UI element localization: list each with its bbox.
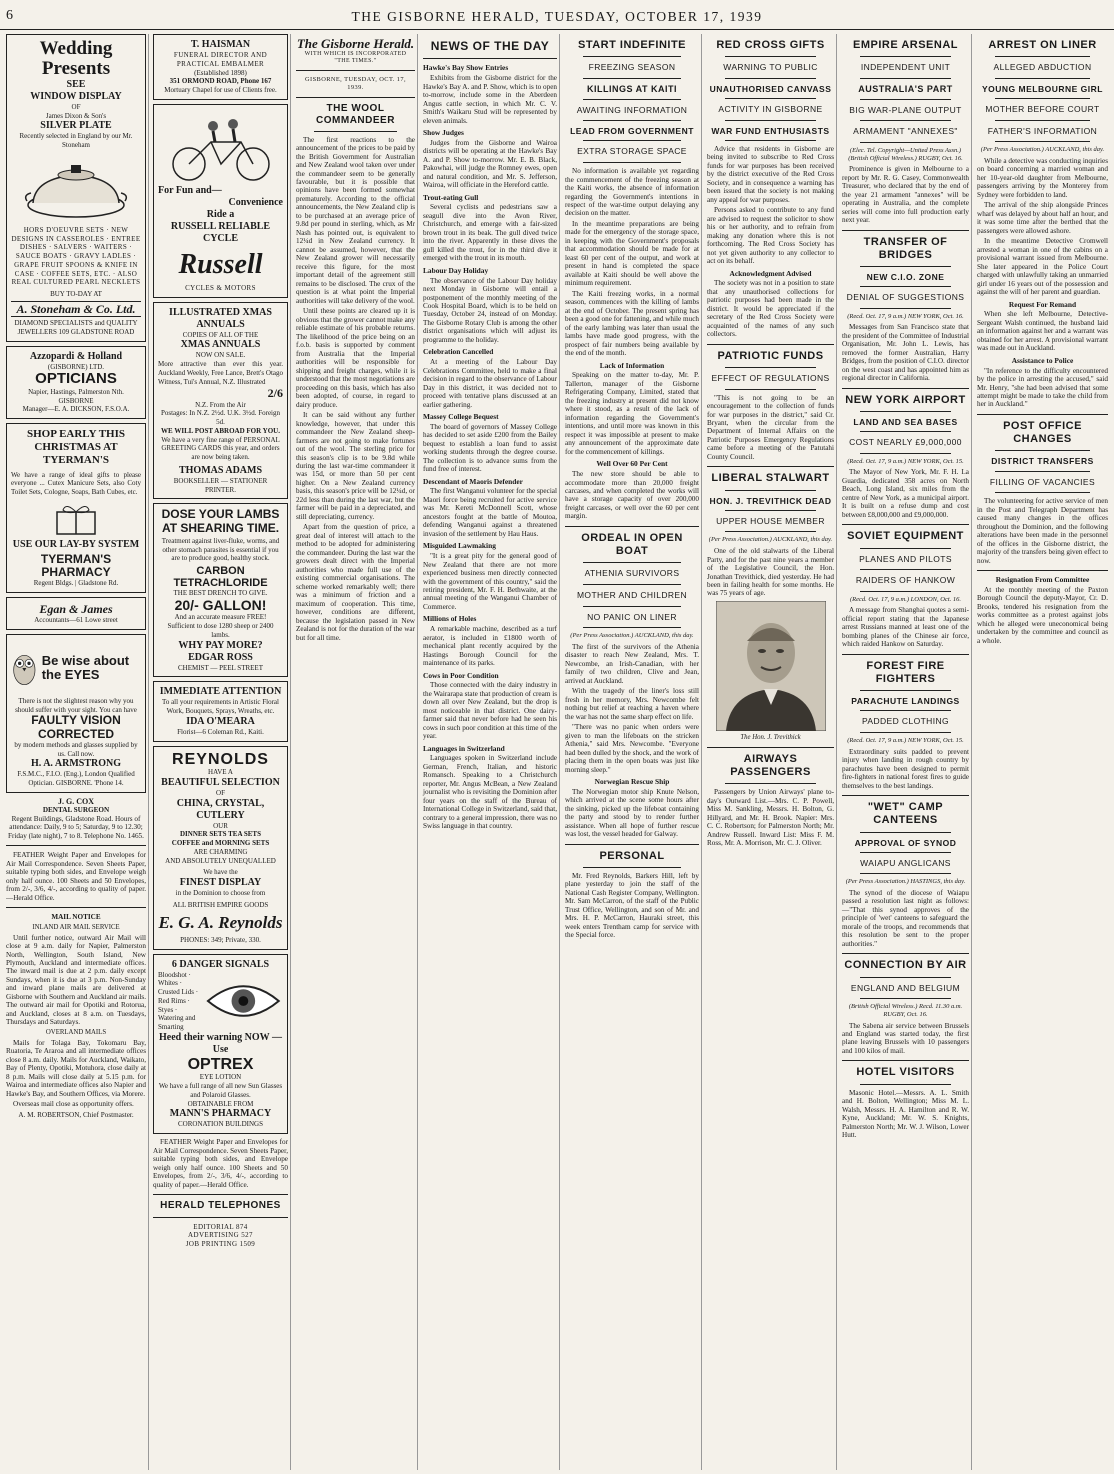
xmas-annuals-ad: ILLUSTRATED XMAS ANNUALS COPIES OF ALL OF THE XMAS ANNUALS NOW ON SALE. More attractive than ever this year. Auckland Weekly, Free Lance, Brett's Otago Witness, Tui's Annual, N.Z. Illustrated 2/6 N.Z. From the Air Postages: In N.Z. 2½d. U.K. 3½d. Foreign 5d. WE WILL POST ABROAD FOR YOU. We have a very fine range of PERSONAL GREETING CARDS this year, and orders are now being taken. THOMAS ADAMS BOOKSELLER — STATIONER PRINTER. [153, 302, 288, 500]
news-item: Labour Day Holiday The observance of the Labour Day holiday next Monday in Gisborne will entail a postponement of the monthly meeting of the Cook Hospital Board, which is to be held on Tuesday, October 24, instead of on Monday. The Gisborne Rotary Club is among the other district organisations which will adjust its programme to the holiday. [423, 265, 557, 344]
article-resignation: Resignation From Committee At the monthly meeting of the Paxton Borough Council the deputy-Mayor, Cr. D. Brooks, tendered his resignation from the works committee as a protest against jobs which he alleged were uneconomical being undertaken by the committee and council as a whole. [977, 575, 1108, 645]
feather-paper-notice: FEATHER Weight Paper and Envelopes for Air Mail Correspondence. Seven Sheets Paper, suitable typing both sides, and Envelope weigh only half ounce. 100 Sheets and 50 Envelopes, from 2/-, 3/6, 4/-, according to quality of paper.—Herald Office. [6, 851, 146, 902]
article-soviet-equipment: SOVIET EQUIPMENT PLANES AND PILOTS RAIDERS OF HANKOW (Recd. Oct. 17, 9 a.m.) LONDON, Oct. 16. A message from Shanghai quotes a semi-official report stating that the Japanese arrest Russians manned at least one of the bombing planes of the Chinese air force, which raided Hankow on Saturday. [842, 530, 969, 649]
armstrong-eyes-ad: Be wise about the EYES There is not the slightest reason why you should suffer with your sight. You can have FAULTY VISION CORRECTED by modern methods and glasses supplied by us. Call now. H. A. ARMSTRONG F.S.M.C., F.I.O. (Eng.), London Qualified Optician. GISBORNE. 'Phone 14. [6, 634, 146, 793]
article-arrest-on-liner: ARREST ON LINER ALLEGED ABDUCTION YOUNG MELBOURNE GIRL MOTHER BEFORE COURT FATHER'S INFORMATION (Per Press Association.) AUCKLAND, this day. While a detective was conducting inquiries on board concerning a married woman and her 10-year-old daughter from Melbourne, passengers arriving by the Monterey from Sydney were forbidden to land. The arrival of the ship alongside Princes wharf was delayed by about half an hour, and it was some time after the berthed that the passengers were allowed ashore. In the meantime Detective Cromwell arrested a woman in one of the cabins on a provisional warrant issued from Melbourne. She later appeared in the Police Court charged with unlawfully taking an unmarried girl under 16 years out of the possession and against the will of her parent and guardian. Request For Remand When she left Melbourne, Detective-Sergeant Walsh continued, the husband laid an information against her and a warrant was obtained for her arrest. A provisional warrant was made out in Auckland. Assistance to Police "In reference to the difficulty encountered by the police in arresting the accused," said Mr. Henry, "she had been advised that some attempt might be made to take the child from her in Auckland." [977, 39, 1108, 409]
column-1-ads [6, 34, 146, 1470]
column-3-editorial: The Gisborne Herald. WITH WHICH IS INCORPORATED "THE TIMES." GISBORNE, TUESDAY, OCT. 17, 1939. THE WOOL COMMANDEER The first reactions to the announcement of the prices to be paid by the British Government for Australian and New Zealand wool taken over under the commandeer seem to be generally favourable, but it is possible that opinions have been formed somewhat prematurely. According to the official announcements, the New Zealand clip is to be purchased at an average price of 9.8d per pound in sterling, which, as Mr Nash has pointed out, is equivalent to 12¼d in New Zealand currency. It cannot be assumed, however, that the New Zealand grower will necessarily receive this figure, for the most important detail of the agreement still remains to be disclosed. The crux of the question is at what point the Imperial authorities will take delivery of the wool. Until these points are cleared up it is obvious that the grower cannot make any reliable estimate of his probable returns. The likelihood of the price being on an f.o.b. basis is supported by comment from Australia that the Imperial authorities will be responsible for shipping and freight charges, while it is understood that the most negotiations are proceeding on this basis, which has also been adopted, of course, in regard to dairy produce. It can be said without any further knowledge, however, that under this commandeer the New Zealand sheep-farmers are not going to make fortunes out of the wool. The sterling price for this season's clip is to be 9.8d while during the last war-time commandeer it was 15d, or more than 50 per cent higher. On a New Zealand currency basis, this season's price will be 12¼d, or 22d less than during the last war, but the farmer will be paid in a depreciated, and still depreciating, currency. Apart from the question of price, a great deal of interest will attach to the method to be adopted for administering the commandeer. During the last war the growers dealt direct with the Imperial authorities who made full use of the existing commercial organisations. The scheme worked remarkably well; there was a minimum of friction and a maximum of cooperation. This time, however, conditions are different, because the legislation passed in New Zealand is not for the duration of the war but for all time. [290, 34, 415, 1470]
eye-icon [204, 976, 283, 1026]
article-airways-passengers: AIRWAYS PASSENGERS Passengers by Union Airways' plane to-day's Outward List.—Mrs. C. P. Powell, Miss M. Sankling, Messrs. H. Bolton, G. Hillyard, and Mr. H. Brook. Napier: Mrs. C. C. Robertson; for Palmerston North; Mr. Andrew Russell. Inward List: Miss F. M. Ross, Mr. A. Morrison, Mr. C. J. Oliver. [707, 752, 834, 848]
article-hotel-visitors: HOTEL VISITORS Masonic Hotel.—Messrs. A. L. Smith and H. Bolton, Wellington; Miss M. L. Walsh, Messrs. H. A. Hamilton and R. W. Kyne, Auckland; Mr. W. S. Knights, Palmerston North; Mr. W. J. Wilson, Lower Hutt. [842, 1066, 969, 1140]
bicycle-riders-illustration [161, 112, 281, 182]
article-transfer-of-bridges: TRANSFER OF BRIDGES NEW C.I.O. ZONE DENIAL OF SUGGESTIONS (Recd. Oct. 17, 9 a.m.) NEW YORK, Oct. 16. Messages from San Francisco state that the president of the Committee of Industrial Organisation, Mr. John L. Lewis, has removed the former Australian, Harry Bridges, from the position of C.I.O. director on the west coast and has appointed him as regional director in California. [842, 235, 969, 383]
tyermans-christmas-ad: SHOP EARLY THIS CHRISTMAS AT TYERMAN'S We have a range of ideal gifts to please everyone ... Cutex Manicure Sets, also Coty Toilet Sets, Cologne, Soaps, Bath Cubes, etc. USE OUR LAY-BY SYSTEM TYERMAN'S PHARMACY Regent Bldgs. | Gladstone Rd. [6, 423, 146, 593]
trevithick-portrait [716, 601, 826, 731]
silver-dish-illustration [21, 153, 131, 223]
article-connection-by-air: CONNECTION BY AIR ENGLAND AND BELGIUM (British Official Wireless.) Recd. 11.30 a.m. RUGBY, Oct. 16. The Sabena air service between Brussels and England was started today, the first plane leaving Brussels with 10 passengers and 100 kilos of mail. [842, 959, 969, 1055]
herald-telephones: HERALD TELEPHONES EDITORIAL 874 ADVERTISING 527 JOB PRINTING 1509 [153, 1200, 288, 1248]
reynolds-china-ad: REYNOLDS HAVE A BEAUTIFUL SELECTION OF CHINA, CRYSTAL, CUTLERY OUR DINNER SETS TEA SETS COFFEE and MORNING SETS ARE CHARMING AND ABSOLUTELY UNEQUALLED We have the FINEST DISPLAY in the Dominion to choose from ALL BRITISH EMPIRE GOODS E. G. A. Reynolds PHONES: 349; Private, 330. [153, 746, 288, 950]
editorial-masthead: The Gisborne Herald. [296, 36, 415, 51]
news-item: Hawke's Bay Show Entries Exhibits from the Gisborne district for the Hawke's Bay A. and P. Show, which is to open to-morrow, include some in the Aberdeen Angus cattle section, in which Mr. C. V. Smith's Waikaru Stud will be represented by eleven animals. [423, 63, 557, 125]
column-8 [971, 34, 1108, 1470]
article-red-cross: RED CROSS GIFTS WARNING TO PUBLIC UNAUTHORISED CANVASS ACTIVITY IN GISBORNE WAR FUND ENTHUSIASTS Advice that residents in Gisborne are being invited to subscribe to Red Cross funds for war purposes has been received by the district executive of the Red Cross Society, and in consequence a warning has been issued that the society is not making any appeal for war purposes. Persons asked to contribute to any fund are advised to request the solicitor to show his or her authority, and to refrain from making any donation where this is not forthcoming. The Red Cross Society has not yet given authority to any collector to act on its behalf. Acknowledgment Advised The society was not in a position to state that any unauthorised collections for patriotic purposes had been made in the district. It would be appreciated if the secretary of the Red Cross Society were acquainted of the names of any such collectors. [707, 39, 834, 339]
russell-cycle-ad: For Fun and— Convenience Ride a RUSSELL RELIABLE CYCLE Russell CYCLES & MOTORS [153, 104, 288, 298]
edgar-ross-lambs-ad: DOSE YOUR LAMBS AT SHEARING TIME. Treatment against liver-fluke, worms, and other stomach parasites is essential if you are to produce good, healthy stock. CARBON TETRACHLORIDE THE BEST DRENCH TO GIVE. 20/- GALLON! And an accurate measure FREE! Sufficient to dose 1280 sheep or 2400 lambs. WHY PAY MORE? EDGAR ROSS CHEMIST — PEEL STREET [153, 503, 288, 677]
article-liberal-stalwart: LIBERAL STALWART HON. J. TREVITHICK DEAD UPPER HOUSE MEMBER (Per Press Association.) AUCKLAND, this day. One of the old stalwarts of the Liberal Party, and for the past nine years a member of the Legislative Council, the Hon. Jonathan Trevithick, died yesterday. He had been in failing health for some months. He was 75 years of age. The Hon. J. Trevithick [707, 472, 834, 741]
article-forest-fire-fighters: FOREST FIRE FIGHTERS PARACHUTE LANDINGS PADDED CLOTHING (Recd. Oct. 17, 9 a.m.) NEW YORK, Oct. 15. Extraordinary suits padded to prevent injury when landing in rough country by parachutes have been designed to permit fire-fighters in national forest fires to guide themselves to the best landings. [842, 659, 969, 790]
column-2-ads [148, 34, 288, 1470]
optrex-eye-lotion-ad: 6 DANGER SIGNALS Bloodshot · Whites · Crusted Lids · Red Rims · Styes · Watering and Smarting Heed their warning NOW — Use OPTREX EYE LOTION We have a full range of all new Sun Glasses and Polaroid Glasses. OBTAINABLE FROM MANN'S PHARMACY CORONATION BUILDINGS [153, 954, 288, 1135]
column-6 [701, 34, 834, 1470]
haisman-funeral-ad: T. HAISMAN FUNERAL DIRECTOR AND PRACTICAL EMBALMER (Established 1898) 351 ORMOND ROAD, Phone 167 Mortuary Chapel for use of Clients free. [153, 34, 288, 100]
news-item: Trout-eating Gull Several cyclists and pedestrians saw a seagull dive into the Avon River, Christchurch, and emerge with a fair-sized brown trout in its beak. The gull dived twice into the river. Apparently in these dives the gull killed the trout, for in the third dive it emerged with the trout in its mouth. [423, 192, 557, 263]
column-5 [559, 34, 699, 1470]
mail-notice: MAIL NOTICE INLAND AIR MAIL SERVICE Until further notice, outward Air Mail will close at 9 a.m. daily for Napier, Palmerston North, Wellington, South Island, New Plymouth, Auckland and intermediate offices. The inward mail is due at 2 p.m. daily except Sundays, when it is due at 3 p.m. Non-Sunday and inward plane mails are delivered at Gisborne with Southern and Auckland air mails. The outward air mail for Opotiki and Rotorua, and Auckland, closes at 8 a.m. on Tuesdays, Thursdays and Saturdays. OVERLAND MAILS Mails for Tolaga Bay, Tokomaru Bay, Ruatoria, Te Araroa and all intermediate offices close 8 a.m. daily. Mails for Auckland, Waikato, Bay of Plenty, Opotiki, Motuhora, close daily at 8 p.m. Mails will close daily at 5.15 p.m. for Wairoa and intermediate offices also Napier and Hawke's Bay, and Southern Offices, via Morere. Overseas mail close as opportunity offers. A. M. ROBERTSON, Chief Postmaster. [6, 913, 146, 1119]
owl-icon [11, 639, 38, 697]
news-item: Descendant of Maoris Defender The first Wanganui volunteer for the special Maori force being recruited for active service was Mr. Kereti McDonnell Scott, whose ancestors fought at the battle of Moutoa, defending Wanganui against a threatened invasion of the settlement by Hau Haus. [423, 476, 557, 538]
reynolds-logo: E. G. A. Reynolds [158, 912, 283, 932]
news-item: Show Judges Judges from the Gisborne and Wairoa districts will be operating at the Hawke's Bay A. and P. Show to-morrow. Mr. E. B. Black, Pakowhai, will judge the Romney ewes, open and natural condition, and Mr. S. Jefferson, Wairoa, will officiate in the Hereford cattle. [423, 128, 557, 190]
page-masthead [0, 0, 1114, 30]
dentist-notice: J. G. COX DENTAL SURGEON Regent Buildings, Gladstone Road. Hours of attendance: Daily, 9 to 5; Saturday, 9 to 12.30; Friday (late night), 7 to 8. Telephone No. 1465. [8, 796, 144, 840]
news-item: Cows in Poor Condition Those connected with the dairy industry in the Wairarapa state that production of cream is down all over New Zealand, but the drop is most noticeable in that district. One dairy-farmer said that never before had he seen his cows in such poor condition at this time of the year. [423, 670, 557, 741]
gift-box-icon [51, 500, 101, 536]
news-item: Millions of Holes A remarkable machine, described as a turf aerator, is included in £1800 worth of mechanical plant recently acquired by the Hastings Borough Council for the maintenance of its parks. [423, 614, 557, 668]
news-item: Celebration Cancelled At a meeting of the Labour Day Celebrations Committee, held to make a final decision in regard to the observance of Labour Day in this district, it was decided not to proceed with tentative plans discussed at an earlier gathering. [423, 347, 557, 409]
news-item: Misguided Lawmaking "It is a great pity for the general good of New Zealand that there are not more experienced business men directly connected with the government of this country," said the retiring president, Mr. F. H. Bethwaite, at the annual meeting of the Wanganui Chamber of Commerce. [423, 541, 557, 611]
omeara-florist-ad: IMMEDIATE ATTENTION To all your requirements in Artistic Floral Work, Bouquets, Sprays, Wreaths, etc. IDA O'MEARA Florist—6 Coleman Rd., Kaiti. [153, 681, 288, 741]
article-athenia-survivors: ORDEAL IN OPEN BOAT ATHENIA SURVIVORS MOTHER AND CHILDREN NO PANIC ON LINER (Per Press Association.) AUCKLAND, this day. The first of the survivors of the Athenia disaster to reach New Zealand, Mrs. T. Newcombe, an Irish-Canadian, with her family of two children, Clive and Jean, arrived at Auckland. With the tragedy of the liner's loss still fresh in her memory, Mrs. Newcombe felt nothing but relief at reaching a haven where the war has not the same sharp effect on life. "There was no panic when orders were given to man the lifeboats on the stricken Athenia," said Mrs. Newcombe. "Everyone had been dulled by the shock, and the work of placing them in the open boats was just like morning sleep." Norwegian Rescue Ship The Norwegian motor ship Knute Nelson, which arrived at the scene some hours after the sinking, picked up the lifeboat containing the party and stood by to render further assistance. When all hope of further rescue was lost, the vessel headed for Galway. [565, 531, 699, 839]
russell-logo: Russell [178, 248, 263, 280]
newspaper-title: THE GISBORNE HERALD, TUESDAY, OCTOBER 17, 1939 [351, 9, 763, 24]
news-of-day-title: NEWS OF THE DAY [430, 39, 550, 53]
article-personal: PERSONAL Mr. Fred Reynolds, Barkers Hill, left by plane yesterday to join the staff of the National Cash Register Company, Wellington. Mr. Sam McCarron, of the staff of the Public Trust Office, Wellington, and son of Mr. and Mrs. H. P. McCarron, Hauraki street, this week enters Trentham camp for service with the Special force. [565, 849, 699, 940]
article-patriotic-funds: PATRIOTIC FUNDS EFFECT OF REGULATIONS "This is not going to be an encouragement to the collection of funds for war purposes in the district," said Cr. Bryant, when the circular from the Department of Internal Affairs on the Patriotic Purposes Emergency Regulations came before a meeting of the Patutahi County Council. [707, 349, 834, 461]
article-wet-camp-canteens: "WET" CAMP CANTEENS APPROVAL OF SYNOD WAIAPU ANGLICANS (Per Press Association.) HASTINGS, this day. The synod of the diocese of Waiapu passed a resolution last night as follows:—"That this synod approves of the principle of 'wet' canteens to safeguard the morale of the troops, and recommends that this resolution be sent to the proper authorities." [842, 801, 969, 948]
egan-james-ad: Egan & James Accountants—61 Lowe street [6, 597, 146, 630]
wedding-presents-ad: Wedding Presents SEE WINDOW DISPLAY OF James Dixon & Son's SILVER PLATE Recently selected in England by our Mr. Stoneham HORS D'OEUVRE SETS · NEW DESIGNS IN CASSEROLES · ENTREE DISHES · SALVERS · WAITERS · SAUCE BOATS · GRAVY LADLES · GRAPE FRUIT SPOONS & KNIFE IN CASE · COFFEE SETS, ETC. · ALSO REAL CULTURED PEARL NECKLETS BUY TO-DAY AT A. Stoneham & Co. Ltd. DIAMOND SPECIALISTS and QUALITY JEWELLERS 109 GLADSTONE ROAD [6, 34, 146, 342]
article-post-office-changes: POST OFFICE CHANGES DISTRICT TRANSFERS FILLING OF VACANCIES The volunteering for active service of men in the Post and Telegraph Department has caused many changes in the offices throughout the Dominion, and the following alterations have been made in the personnel of the offices in the Gisborne district, the majority of the transfers being given effect to now. [977, 419, 1108, 565]
news-item: Massey College Bequest The board of governors of Massey College has decided to set aside £200 from the Bailey bequest to establish a loan fund to assist working students through the degree course. The collection is to advance sums from the fund free of interest. [423, 412, 557, 474]
ad-headline: Wedding Presents [39, 38, 113, 79]
news-item: Languages in Switzerland Languages spoken in Switzerland include German, French, Italian, and historic Romansch. Speaking to a Christchurch reporter, Mr. Angus McBean, a New Zealand journalist who is revisiting the Dominion after four years on the staff of the Bureau of International College in Switzerland, said that, contrary to a general impression, there was no Swiss language in that country. [423, 743, 557, 831]
stoneham-brand: A. Stoneham & Co. Ltd. [11, 301, 141, 317]
column-7 [836, 34, 969, 1470]
feather-paper-notice-2: FEATHER Weight Paper and Envelopes for Air Mail Correspondence. Seven Sheets Paper, suitable typing both sides, and Envelope weigh only half ounce. 100 Sheets and 50 Envelopes, from 2/-, 3/6, 4/-, according to quality of paper.—Herald Office. [153, 1138, 288, 1189]
page-number: 6 [6, 8, 13, 23]
article-new-york-airport: NEW YORK AIRPORT LAND AND SEA BASES COST NEARLY £9,000,000 (Recd. Oct. 17, 9 a.m.) NEW YORK, Oct. 15. The Mayor of New York, Mr. F. H. La Guardia, dedicated 358 acres on North Beach, Long Island, six miles from the centre of New York, as a municipal airport. It is built on a refuse dump and cost between £8,000,000 and £9,000,000. [842, 393, 969, 519]
opticians-ad: Azzopardi & Holland (GISBORNE) LTD. OPTICIANS Napier, Hastings, Palmerston Nth. GISBORNE Manager—E. A. DICKSON, F.S.O.A. [6, 346, 146, 420]
column-4-news-of-day [417, 34, 557, 1470]
article-empire-arsenal: EMPIRE ARSENAL INDEPENDENT UNIT AUSTRALIA'S PART BIG WAR-PLANE OUTPUT ARMAMENT "ANNEXES" (Elec. Tel. Copyright—United Press Assn.) (British Official Wireless.) RUGBY, Oct. 16. Prominence is given in Melbourne to a report by Mr. R. G. Casey, Commonwealth Treasurer, who declared that by the end of the year 21 armament "annexes" will be operating in Australia, and the complete series will come into full production early next year. [842, 39, 969, 225]
article-freezing-season: START INDEFINITE FREEZING SEASON KILLINGS AT KAITI AWAITING INFORMATION LEAD FROM GOVERNMENT EXTRA STORAGE SPACE No information is available yet regarding the commencement of the freezing season at the Kaiti works, the absence of information regarding the Government's intentions in respect of the war-time output delaying any decision on the matter. In the meantime preparations are being made for the emergency of the storage space, in keeping with the Government's proposals that accommodation should be made for at least 60 per cent of the output, and work at present in hand is completed the space available at Kaiti should be well above the minimum requirement. The Kaiti freezing works, in a normal season, commences with the killing of lambs at the end of October. The present spring has been a good one for fattening, and while much of the early lambing was later than usual the lambs have made good progress, with the prospect of fair numbers being available by the end of the month. Lack of Information Speaking on the matter to-day, Mr. P. Tallerton, manager of the Gisborne Refrigerating Company, Limited, stated that the freezing industry at present did not know where it stood, as a result of the lack of information regarding the Government's intentions, and until more was known in this respect it was impossible at present to make any announcement of the approximate date for the commencement of killings. Well Over 60 Per Cent The new store should be able to accommodate more than 20,000 freight carcases, and when completed the works will have a storage capacity of over 200,000 freight carcases, or well over the 60 per cent margin. [565, 39, 699, 521]
editorial-title: THE WOOL COMMANDEER [316, 102, 395, 126]
